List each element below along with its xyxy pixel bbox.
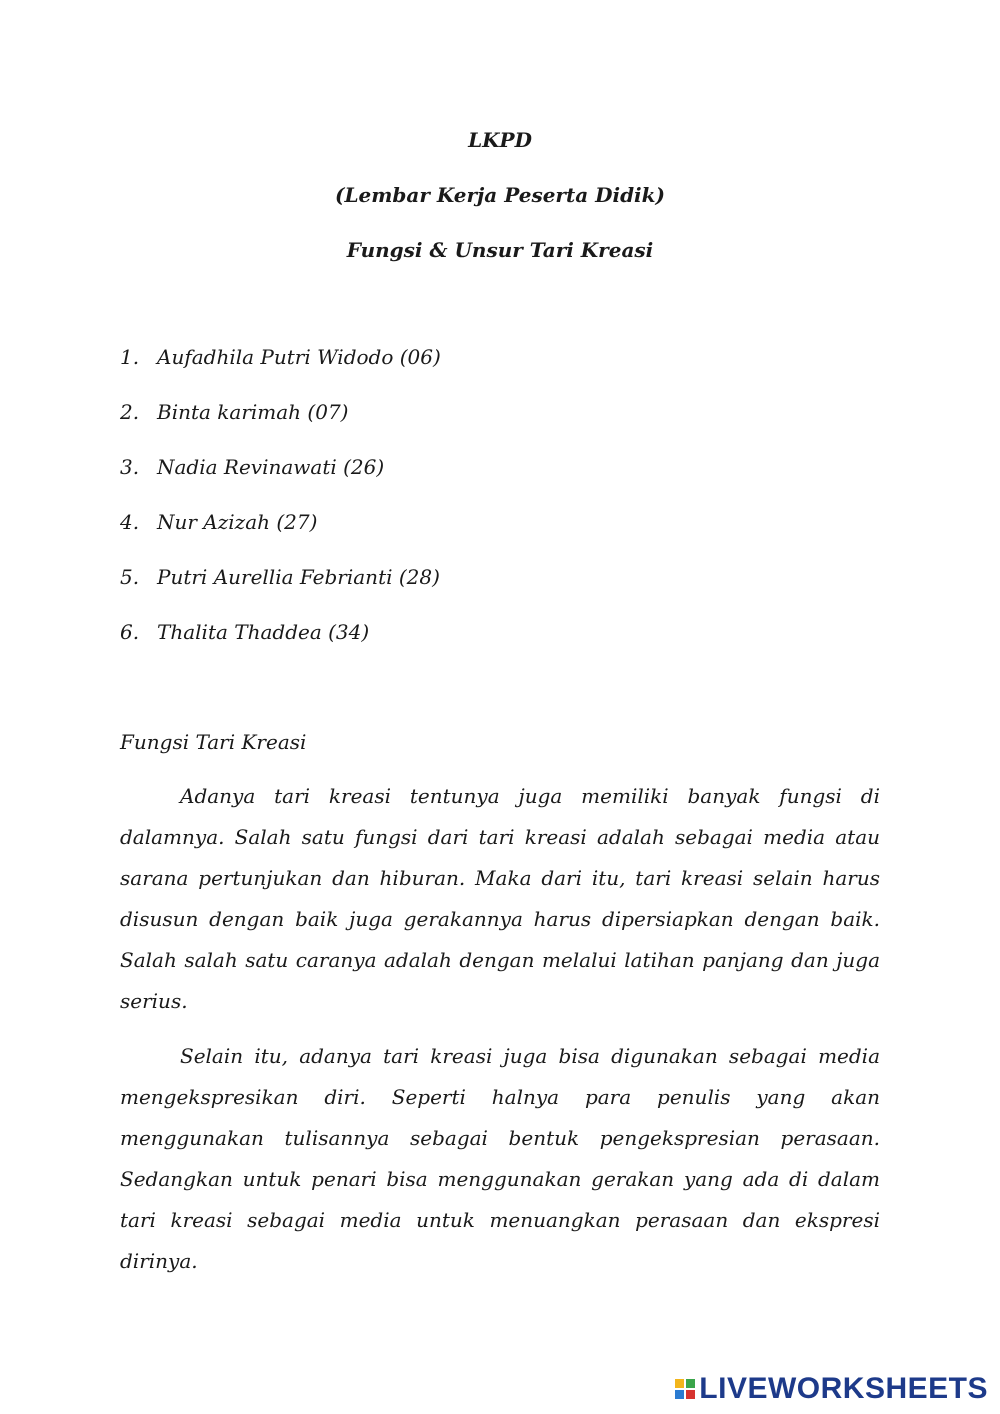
member-list	[120, 343, 441, 673]
section-heading: Fungsi Tari Kreasi	[120, 730, 307, 754]
list-item	[120, 453, 441, 508]
list-item-number: 4.	[120, 510, 140, 534]
list-item	[120, 343, 441, 398]
list-item-name: Aufadhila Putri Widodo (06)	[157, 345, 441, 369]
page-subtitle: (Lembar Kerja Peserta Didik)	[335, 183, 665, 207]
list-item-name: Putri Aurellia Febrianti (28)	[157, 565, 440, 589]
logo-square	[675, 1390, 684, 1399]
list-item-number: 6.	[120, 620, 140, 644]
body-paragraph: Selain itu, adanya tari kreasi juga bisa digunakan sebagai media mengekspresikan diri. Seperti halnya para penulis yang akan menggunakan tulisannya sebagai bentuk pengekspresian perasaan. Sedangkan untuk penari bisa menggunakan gerakan yang ada di dalam tari kreasi sebagai media untuk menuangkan perasaan dan ekspresi dirinya.	[120, 1044, 880, 1273]
logo-square	[675, 1379, 684, 1388]
list-item-number: 2.	[120, 400, 140, 424]
list-item-number: 3.	[120, 455, 140, 479]
list-item-number: 1.	[120, 345, 140, 369]
logo-square	[686, 1379, 695, 1388]
logo-square	[686, 1390, 695, 1399]
list-item	[120, 398, 441, 453]
list-item-name: Nur Azizah (27)	[157, 510, 318, 534]
list-item-number: 5.	[120, 565, 140, 589]
list-item-name: Thalita Thaddea (34)	[157, 620, 370, 644]
list-item	[120, 618, 441, 673]
liveworksheets-logo-icon	[675, 1379, 695, 1399]
liveworksheets-watermark	[675, 1372, 988, 1406]
page-topic: Fungsi & Unsur Tari Kreasi	[346, 238, 654, 262]
list-item-name: Nadia Revinawati (26)	[157, 455, 385, 479]
list-item-name: Binta karimah (07)	[157, 400, 349, 424]
list-item	[120, 508, 441, 563]
list-item	[120, 563, 441, 618]
watermark-text: LIVEWORKSHEETS	[699, 1372, 988, 1405]
page-title: LKPD	[468, 128, 532, 152]
body-paragraph: Adanya tari kreasi tentunya juga memiliki banyak fungsi di dalamnya. Salah satu fungsi dari tari kreasi adalah sebagai media atau sarana pertunjukan dan hiburan. Maka dari itu, tari kreasi selain harus disusun dengan baik juga gerakannya harus dipersiapkan dengan baik. Salah salah satu caranya adalah dengan melalui latihan panjang dan juga serius.	[120, 784, 880, 1013]
